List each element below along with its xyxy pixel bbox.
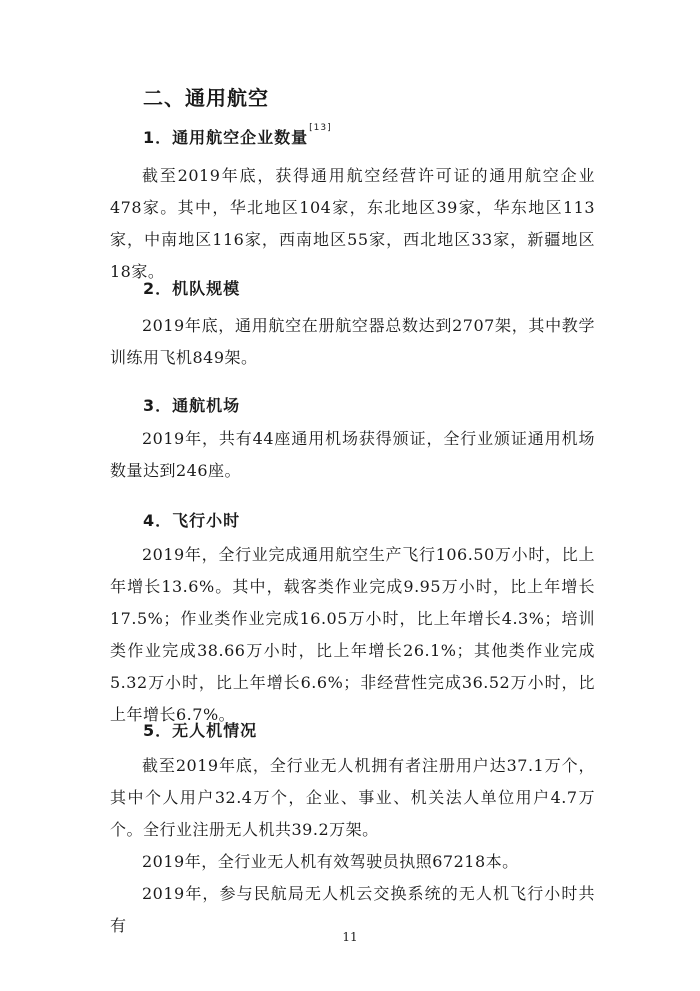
paragraph-flight-hours: 2019年，全行业完成通用航空生产飞行106.50万小时，比上年增长13.6%。其中，载客类作业完成9.95万小时，比上年增长17.5%；作业类作业完成16.05万小时，比上年增长4.3%；培训类作业完成38.66万小时，比上年增长26.1%；其他类作业完成5.32万小时，比上年增长6.6%；非经营性完成36.52万小时，比上年增长6.7%。 <box>110 545 595 724</box>
paragraph-enterprise-count: 截至2019年底，获得通用航空经营许可证的通用航空企业478家。其中，华北地区104家，东北地区39家，华东地区113家，中南地区116家，西南地区55家，西北地区33家，新疆地区18家。 <box>110 166 595 281</box>
paragraph-drone-flight-hours: 2019年，参与民航局无人机云交换系统的无人机飞行小时共有 <box>110 884 595 935</box>
subsection-heading-3: 3．通航机场 <box>143 396 241 415</box>
subsection-heading-1 <box>143 125 332 148</box>
subsection-heading-5: 5．无人机情况 <box>143 721 258 740</box>
paragraph-drone-licenses: 2019年，全行业无人机有效驾驶员执照67218本。 <box>142 852 519 871</box>
section-title: 二、通用航空 <box>143 86 269 110</box>
subsection-heading-4: 4．飞行小时 <box>143 511 241 530</box>
paragraph-airports: 2019年，共有44座通用机场获得颁证，全行业颁证通用机场数量达到246座。 <box>110 429 595 480</box>
subsection-heading-1-text: 1．通用航空企业数量 <box>143 128 309 147</box>
paragraph-drone-users: 截至2019年底，全行业无人机拥有者注册用户达37.1万个，其中个人用户32.4万个，企业、事业、机关法人单位用户4.7万个。全行业注册无人机共39.2万架。 <box>110 756 595 839</box>
subsection-heading-2: 2．机队规模 <box>143 279 241 298</box>
reference-marker: [13] <box>309 123 332 133</box>
page-number: 11 <box>342 930 358 944</box>
paragraph-fleet-size: 2019年底，通用航空在册航空器总数达到2707架，其中教学训练用飞机849架。 <box>110 316 595 367</box>
